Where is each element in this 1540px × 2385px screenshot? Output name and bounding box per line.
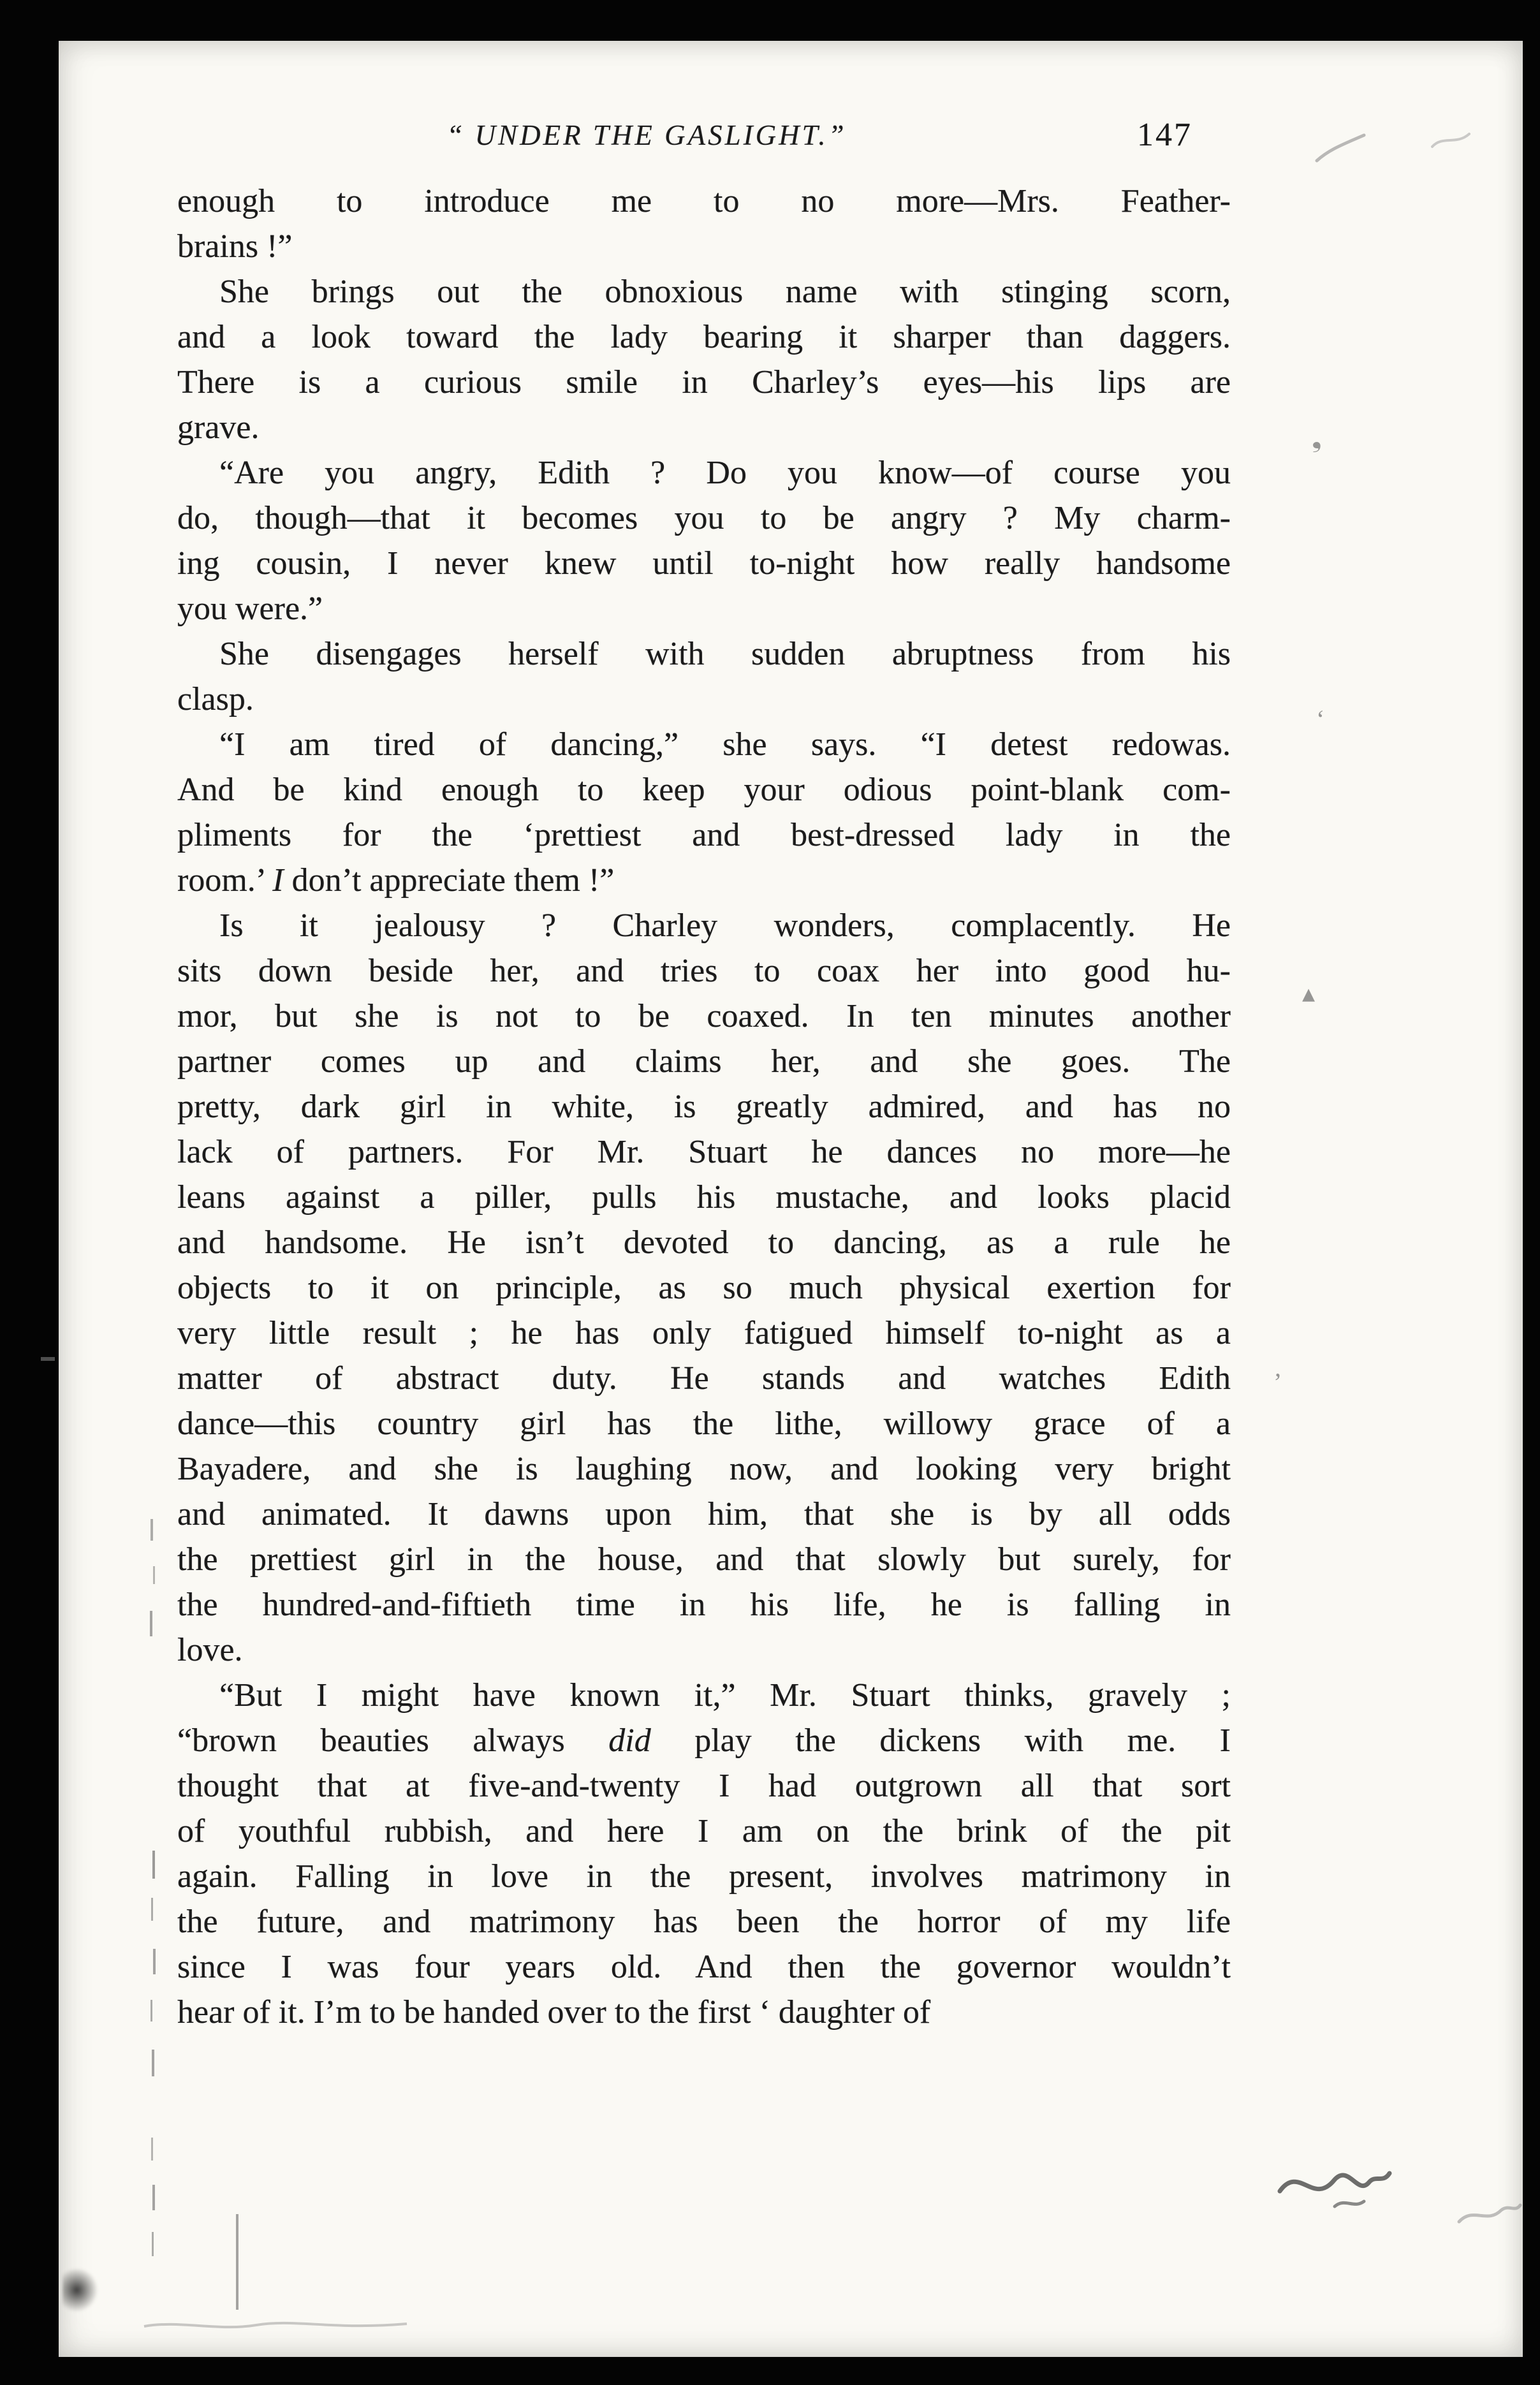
text-line: She disengages herself with sudden abruptness from his: [219, 636, 1231, 672]
text-line: grave.: [177, 409, 260, 446]
scan-tick: [152, 2185, 155, 2210]
text-line: sits down beside her, and tries to coax her into good hu-: [177, 953, 1231, 989]
scan-tick: [152, 2232, 154, 2256]
page-content: [177, 117, 1231, 2035]
text-line: [177, 858, 1231, 903]
text-line: pliments for the ‘prettiest and best-dressed lady in the: [177, 817, 1231, 853]
text-segment: room.’: [177, 862, 273, 899]
text-line: the future, and matrimony has been the horror of my life: [177, 1904, 1231, 1940]
text-line: “But I might have known it,” Mr. Stuart thinks, gravely ;: [219, 1677, 1231, 1714]
book-page: [59, 41, 1523, 2357]
scan-tick: [153, 1566, 155, 1584]
italic-text: I: [272, 862, 284, 899]
scan-mark-right: ʻ: [1316, 705, 1325, 733]
text-line: mor, but she is not to be coaxed. In ten minutes another: [177, 998, 1231, 1034]
text-line: the hundred-and-fiftieth time in his life, he is falling in: [177, 1587, 1231, 1623]
scan-tick: [153, 1949, 156, 1974]
scan-mark-border-left: [41, 1357, 55, 1361]
text-line: love.: [177, 1632, 243, 1668]
running-header: [177, 117, 1231, 153]
text-line: leans against a piller, pulls his mustache, and looks placid: [177, 1179, 1231, 1215]
page-body: [177, 179, 1231, 2035]
paragraph: [177, 631, 1231, 722]
scan-flourish-bottom-right: [1273, 2145, 1395, 2215]
paragraph: [177, 179, 1231, 269]
text-line: matter of abstract duty. He stands and watches Edith: [177, 1360, 1231, 1397]
text-line: ing cousin, I never knew until to-night how really handsome: [177, 545, 1231, 582]
text-line: Bayadere, and she is laughing now, and looking very bright: [177, 1451, 1231, 1487]
text-line: clasp.: [177, 681, 254, 717]
text-line: And be kind enough to keep your odious point-blank com-: [177, 772, 1231, 808]
paragraph: [177, 903, 1231, 1673]
text-line: brains !”: [177, 228, 293, 265]
text-line: enough to introduce me to no more—Mrs. Feather-: [177, 183, 1231, 219]
text-line: thought that at five-and-twenty I had outgrown all that sort: [177, 1768, 1231, 1804]
text-line: partner comes up and claims her, and she goes. The: [177, 1043, 1231, 1080]
text-line: and handsome. He isn’t devoted to dancing, as a rule he: [177, 1224, 1231, 1261]
paragraph: [177, 1673, 1231, 2035]
text-line: very little result ; he has only fatigued himself to-night as a: [177, 1315, 1231, 1351]
scan-tick: [150, 1611, 152, 1636]
paragraph: [177, 450, 1231, 631]
text-line: you were.”: [177, 591, 323, 627]
text-line: There is a curious smile in Charley’s eyes—his lips are: [177, 364, 1231, 400]
text-line: the prettiest girl in the house, and that slowly but surely, for: [177, 1541, 1231, 1578]
text-line: again. Falling in love in the present, involves matrimony in: [177, 1858, 1231, 1895]
scan-tick: [152, 1851, 155, 1879]
scan-tick: [151, 2138, 153, 2161]
scan-mark-right: ▴: [1302, 979, 1316, 1008]
scan-mark-head-right: [1312, 130, 1369, 168]
text-line: Is it jealousy ? Charley wonders, complacently. He: [219, 907, 1231, 944]
scan-tick: [152, 2050, 154, 2076]
text-line: of youthful rubbish, and here I am on the brink of the pit: [177, 1813, 1231, 1849]
text-line: She brings out the obnoxious name with stinging scorn,: [219, 274, 1231, 310]
text-line: objects to it on principle, as so much physical exertion for: [177, 1270, 1231, 1306]
text-line: dance—this country girl has the lithe, willowy grace of a: [177, 1405, 1231, 1442]
text-line: do, though—that it becomes you to be angry ? My charm-: [177, 500, 1231, 536]
text-line: and a look toward the lady bearing it sharper than daggers.: [177, 319, 1231, 355]
text-segment: don’t appreciate them !”: [283, 862, 615, 899]
text-line: “I am tired of dancing,” she says. “I detest redowas.: [219, 726, 1231, 763]
scan-tick: [150, 1519, 153, 1541]
text-line: “Are you angry, Edith ? Do you know—of course you: [219, 455, 1231, 491]
paragraph: [177, 269, 1231, 450]
scan-tick: [150, 2000, 152, 2022]
scan-wave-bottom: [142, 2317, 409, 2333]
text-line: pretty, dark girl in white, is greatly admired, and has no: [177, 1089, 1231, 1125]
scan-mark-right: ʼ: [1273, 1368, 1282, 1397]
page-number: 147: [1137, 117, 1192, 153]
text-line: and animated. It dawns upon him, that she is by all odds: [177, 1496, 1231, 1532]
scan-tick: [236, 2214, 238, 2310]
text-line: hear of it. I’m to be handed over to the first ‘ daughter of: [177, 1994, 931, 2030]
italic-text: did: [608, 1722, 651, 1759]
text-line: lack of partners. For Mr. Stuart he dances no more—he: [177, 1134, 1231, 1170]
scan-tick: [151, 1898, 153, 1921]
running-header-title: “ UNDER THE GASLIGHT.”: [446, 119, 847, 151]
text-segment: “brown beauties always: [177, 1722, 609, 1759]
text-line: since I was four years old. And then the governor wouldn’t: [177, 1949, 1231, 1985]
text-segment: play the dickens with me. I: [650, 1722, 1231, 1759]
scan-mark-right: ❟: [1312, 424, 1322, 453]
paragraph: [177, 722, 1231, 903]
text-line: [177, 1718, 1231, 1763]
scan-smudge-bottom-left: [62, 2268, 98, 2312]
